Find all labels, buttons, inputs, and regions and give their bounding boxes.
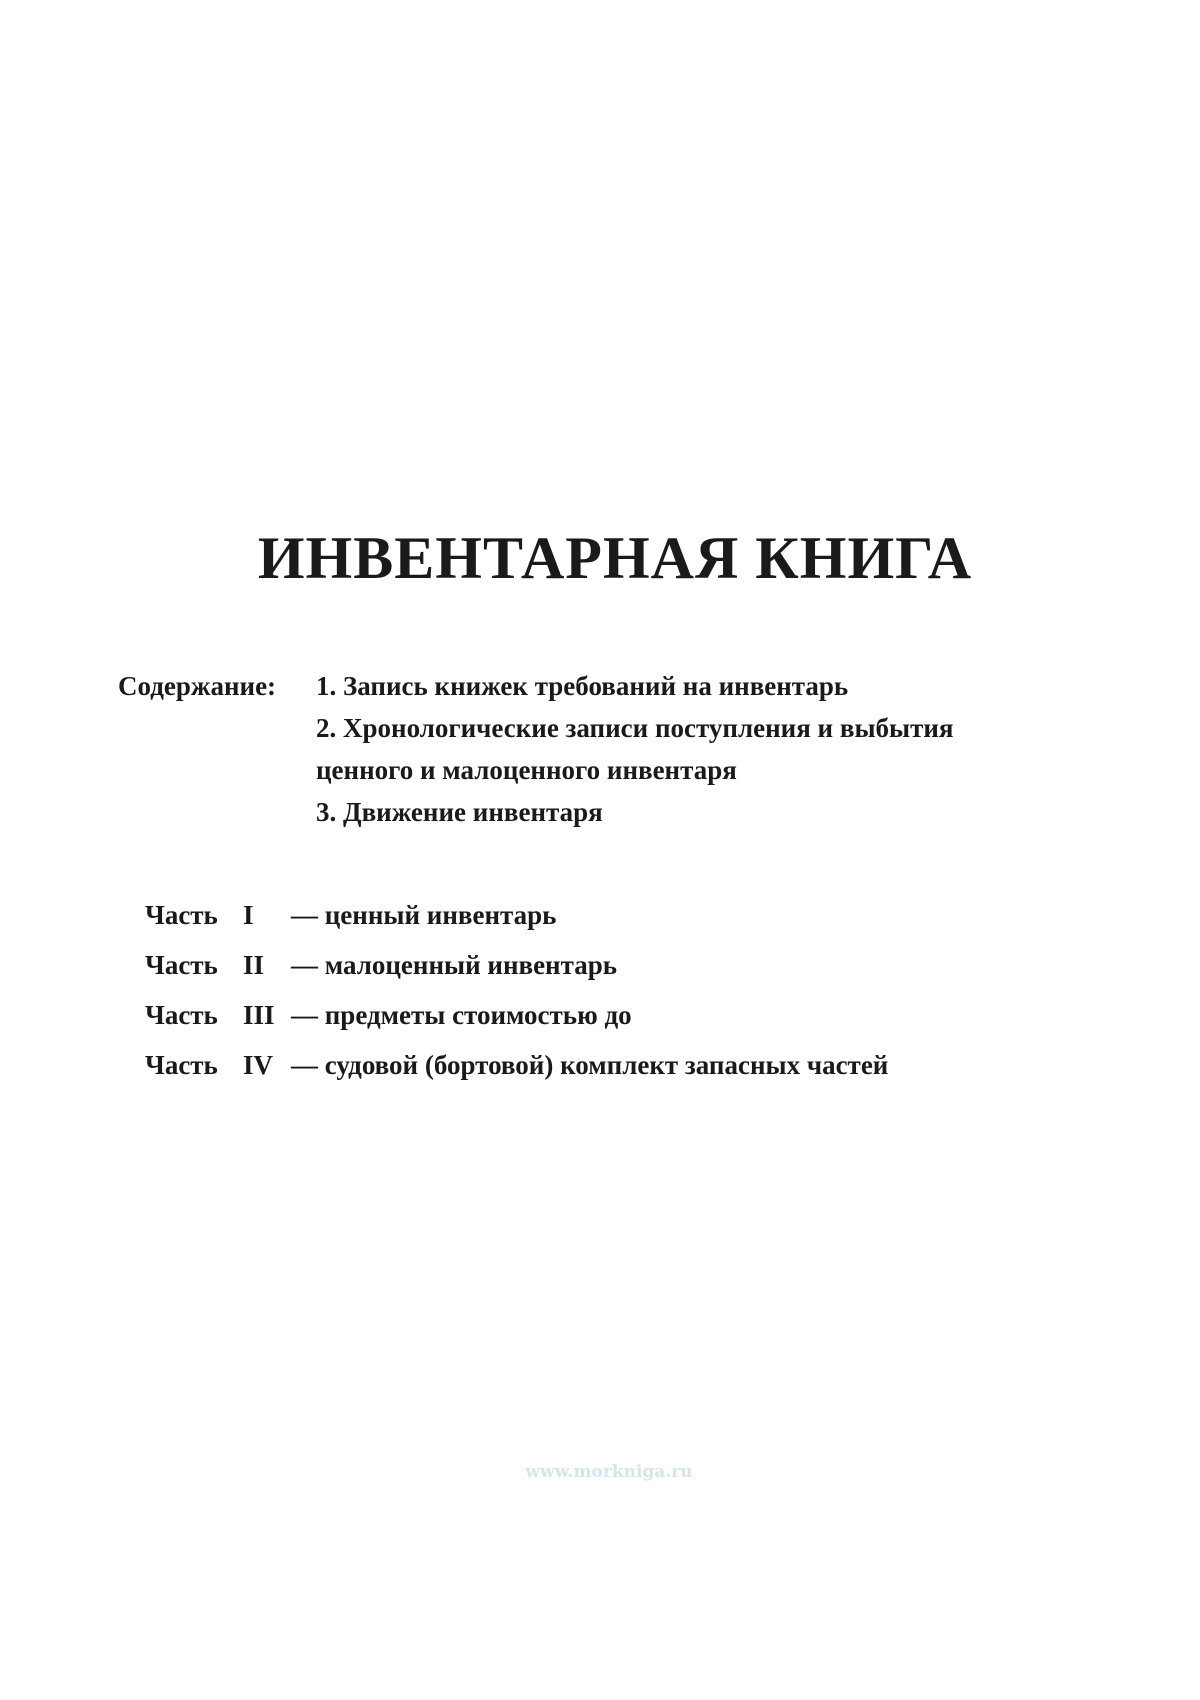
contents-item: 3. Движение инвентаря [316, 797, 603, 827]
part-number: II [243, 950, 265, 980]
part-row [145, 940, 888, 990]
part-description: — малоценный инвентарь [291, 950, 618, 980]
part-word: Часть [145, 1000, 218, 1030]
part-number: IV [243, 1050, 274, 1080]
part-number: III [243, 1000, 275, 1030]
part-number: I [243, 900, 254, 930]
part-description: — судовой (бортовой) комплект запасных частей [291, 1050, 889, 1080]
part-row [145, 1040, 888, 1090]
contents-block [118, 665, 954, 833]
contents-item: ценного и малоценного инвентаря [316, 755, 737, 785]
contents-list [316, 665, 954, 833]
part-word: Часть [145, 1050, 218, 1080]
part-word: Часть [145, 900, 218, 930]
part-word: Часть [145, 950, 218, 980]
part-row [145, 890, 888, 940]
part-row [145, 990, 888, 1040]
contents-item: 1. Запись книжек требований на инвентарь [316, 671, 849, 701]
contents-label: Содержание: [118, 671, 277, 701]
page-title: ИНВЕНТАРНАЯ КНИГА [257, 525, 973, 591]
part-description: — ценный инвентарь [291, 900, 557, 930]
watermark: www.morkniga.ru [525, 1462, 693, 1482]
parts-list [145, 890, 888, 1090]
part-description: — предметы стоимостью до [291, 1000, 632, 1030]
contents-item: 2. Хронологические записи поступления и выбытия [316, 713, 954, 743]
